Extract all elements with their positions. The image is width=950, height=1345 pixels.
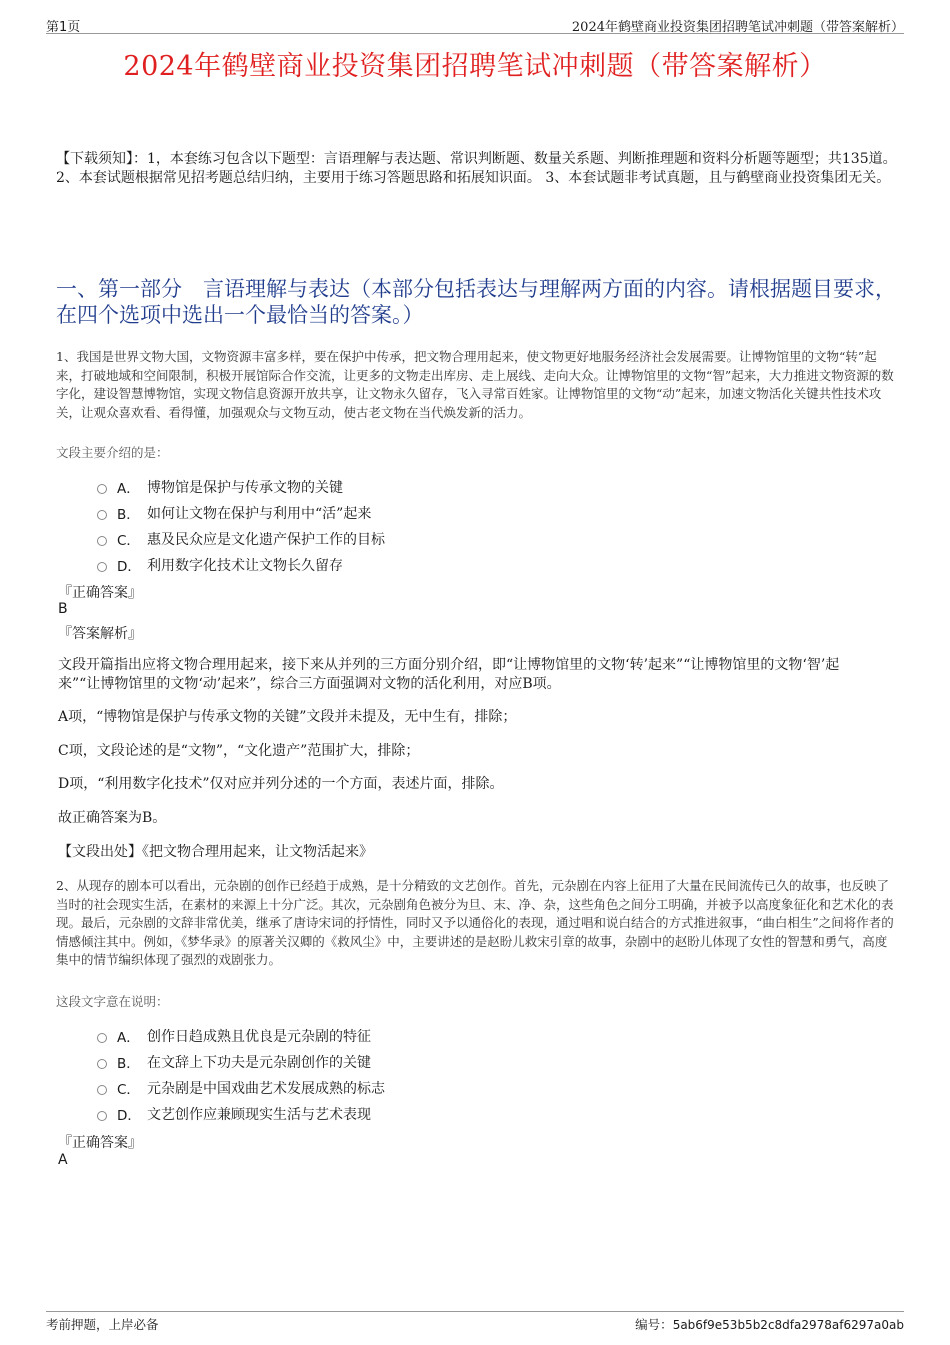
option-letter: A． [117, 481, 140, 497]
q1-option-b[interactable] [97, 503, 371, 523]
radio-icon[interactable] [97, 536, 107, 546]
radio-icon[interactable] [97, 562, 107, 572]
option-letter: D． [117, 559, 141, 575]
footer-divider [46, 1311, 904, 1312]
footer-code-value: 5ab6f9e53b5b2c8dfa2978af6297a0ab [672, 1318, 904, 1332]
footer-code-label: 编号： [635, 1317, 673, 1332]
radio-icon[interactable] [97, 1085, 107, 1095]
q1-analysis-label: 『答案解析』 [58, 626, 142, 642]
download-notice: 【下载须知】：1，本套练习包含以下题型：言语理解与表达题、常识判断题、数量关系题、判断推理题和资料分析题等题型；共135道。 2、本套试题根据常见招考题总结归纳，主要用于练习答题思路和拓展知识面。 3、本套试题非考试真题，且与鹤壁商业投资集团无关。 [56, 151, 897, 186]
option-letter: B． [117, 1056, 140, 1072]
option-text: 文艺创作应兼顾现实生活与艺术表现 [147, 1107, 371, 1123]
q1-analysis-option-c: C项，文段论述的是“文物”，“文化遗产”范围扩大，排除； [58, 743, 420, 759]
option-text: 如何让文物在保护与利用中“活”起来 [147, 506, 372, 522]
footer-code [635, 1315, 904, 1333]
q2-option-b[interactable] [97, 1052, 371, 1072]
option-text: 在文辞上下功夫是元杂剧创作的关键 [147, 1055, 371, 1071]
question-2-prompt: 这段文字意在说明： [56, 994, 169, 1009]
page-number: 第1页 [46, 20, 81, 35]
q1-answer: B [58, 601, 68, 617]
option-text: 创作日趋成熟且优良是元杂剧的特征 [147, 1029, 371, 1045]
q1-option-c[interactable] [97, 529, 385, 549]
q1-analysis-option-a: A项，“博物馆是保护与传承文物的关键”文段并未提及，无中生有，排除； [58, 709, 517, 725]
radio-icon[interactable] [97, 1059, 107, 1069]
q1-analysis-option-d: D项，“利用数字化技术”仅对应并列分述的一个方面，表述片面，排除。 [58, 776, 504, 792]
question-1-text: 1、我国是世界文物大国，文物资源丰富多样，要在保护中传承，把文物合理用起来，使文物更好地服务经济社会发展需要。让博物馆里的文物“转”起来，打破地域和空间限制，积极开展馆际合作交流，让更多的文物走出库房、走上展线、走向大众。让博物馆里的文物“智”起来，大力推进文物资源的数字化，建设智慧博物馆，实现文物信息资源开放共享，让文物永久留存，飞入寻常百姓家。让博物馆里的文物“动”起来，加速文物活化关键共性技术攻关，让观众喜欢看、看得懂，加强观众与文物互动，使古老文物在当代焕发新的活力。 [56, 349, 894, 420]
q2-option-c[interactable] [97, 1078, 385, 1098]
option-text: 利用数字化技术让文物长久留存 [147, 558, 343, 574]
option-text: 博物馆是保护与传承文物的关键 [147, 480, 343, 496]
option-letter: D． [117, 1108, 141, 1124]
header-doc-title: 2024年鹤壁商业投资集团招聘笔试冲刺题（带答案解析） [571, 20, 904, 35]
option-letter: B． [117, 507, 140, 523]
option-text: 元杂剧是中国戏曲艺术发展成熟的标志 [147, 1081, 385, 1097]
question-2-text: 2、从现存的剧本可以看出，元杂剧的创作已经趋于成熟，是十分精致的文艺创作。首先，元杂剧在内容上征用了大量在民间流传已久的故事，也反映了当时的社会现实生活，在素材的来源上十分广泛。其次，元杂剧角色被分为旦、末、净、杂，这些角色之间分工明确，并被予以高度象征化和艺术化的表现。最后，元杂剧的文辞非常优美，继承了唐诗宋词的抒情性，同时又予以通俗化的表现，通过唱和说白结合的方式推进叙事，“曲白相生”之间将作者的情感倾注其中。例如，《梦华录》的原著关汉卿的《救风尘》中，主要讲述的是赵盼儿救宋引章的故事，杂剧中的赵盼儿体现了女性的智慧和勇气，高度集中的情节编织体现了强烈的戏剧张力。 [56, 878, 894, 968]
radio-icon[interactable] [97, 1033, 107, 1043]
radio-icon[interactable] [97, 484, 107, 494]
q2-option-a[interactable] [97, 1026, 371, 1046]
q1-answer-label: 『正确答案』 [58, 585, 142, 601]
radio-icon[interactable] [97, 1111, 107, 1121]
header-divider [46, 33, 904, 34]
page-title: 2024年鹤壁商业投资集团招聘笔试冲刺题（带答案解析） [123, 51, 827, 82]
option-letter: C． [117, 533, 140, 549]
option-letter: A． [117, 1030, 140, 1046]
footer-slogan: 考前押题，上岸必备 [46, 1317, 159, 1332]
q1-analysis-conclusion: 故正确答案为B。 [58, 810, 167, 826]
q1-analysis-summary: 文段开篇指出应将文物合理用起来，接下来从并列的三方面分别介绍，即“让博物馆里的文物‘转’起来”“让博物馆里的文物‘智’起来”“让博物馆里的文物‘动’起来”，综合三方面强调对文物的活化利用，对应B项。 [58, 657, 840, 692]
q2-option-d[interactable] [97, 1104, 371, 1124]
q1-source: 【文段出处】《把文物合理用起来，让文物活起来》 [58, 844, 373, 860]
option-letter: C． [117, 1082, 140, 1098]
q1-option-a[interactable] [97, 477, 343, 497]
q2-answer: A [58, 1152, 68, 1168]
option-text: 惠及民众应是文化遗产保护工作的目标 [147, 532, 385, 548]
question-1-prompt: 文段主要介绍的是： [56, 445, 169, 460]
q1-option-d[interactable] [97, 555, 343, 575]
section-heading: 一、第一部分 言语理解与表达（本部分包括表达与理解两方面的内容。请根据题目要求，在四个选项中选出一个最恰当的答案。） [56, 277, 896, 327]
q2-answer-label: 『正确答案』 [58, 1135, 142, 1151]
radio-icon[interactable] [97, 510, 107, 520]
